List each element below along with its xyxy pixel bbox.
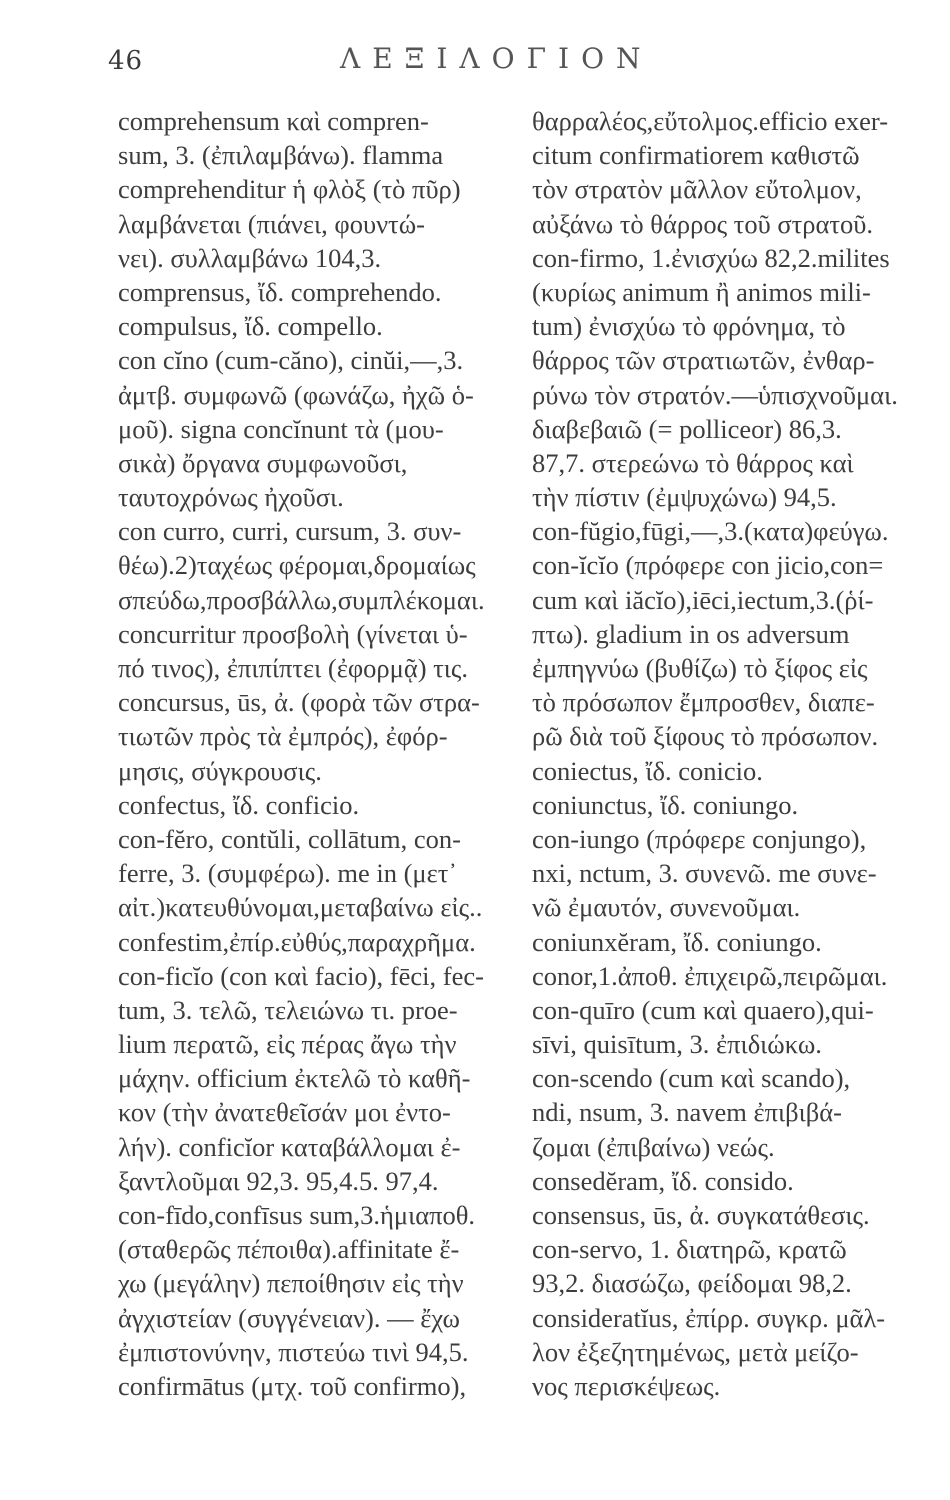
text-line: con-quīro (cum καὶ quaero),qui- <box>532 994 874 1025</box>
text-line: χω (μεγάλην) πεποίθησιν εἰς τὴν <box>118 1268 464 1299</box>
text-line: λήν). conficĭor καταβάλλομαι ἐ- <box>118 1131 461 1162</box>
text-line: θάρρος τῶν στρατιωτῶν, ἐνθαρ- <box>532 345 875 376</box>
text-line: confirmātus (μτχ. τοῦ confirmo), <box>118 1370 467 1401</box>
text-line: cum καὶ iăcĭo),iēci,iectum,3.(ῥί- <box>532 584 874 615</box>
text-line: tum) ἐνισχύω τὸ φρόνημα, τὸ <box>532 311 846 342</box>
text-line: con-iungo (πρόφερε conjungo), <box>532 823 867 854</box>
text-line: κον (τὴν ἀνατεθεῖσάν μοι ἐντο- <box>118 1097 451 1128</box>
text-line: (σταθερῶς πέποιθα).affinitate ἔ- <box>118 1234 460 1265</box>
text-line: τὴν πίστιν (ἐμψυχώνω) 94,5. <box>532 482 837 513</box>
text-line: πό τινος), ἐπιπίπτει (ἐφορμᾷ) τις. <box>118 653 469 683</box>
text-line: νει). συλλαμβάνω 104,3. <box>118 242 382 273</box>
text-line: σπεύδω,προσβάλλω,συμπλέκομαι. <box>118 584 485 615</box>
text-line: con-servo, 1. διατηρῶ, κρατῶ <box>532 1234 847 1265</box>
text-line: lium περατῶ, εἰς πέρας ἄγω τὴν <box>118 1029 457 1060</box>
text-line: λαμβάνεται (πιάνει, φουντώ- <box>118 208 425 239</box>
text-line: 93,2. διασώζω, φείδομαι 98,2. <box>532 1268 852 1299</box>
text-line: (κυρίως animum ἢ animos mili- <box>532 276 871 307</box>
text-line: νος περισκέψεως. <box>532 1370 721 1401</box>
text-line: τὸ πρόσωπον ἔμπροσθεν, διαπε- <box>532 687 875 718</box>
text-line: sīvi, quisītum, 3. ἐπιδιώκω. <box>532 1029 822 1060</box>
text-line: sum, 3. (ἐπιλαμβάνω). flamma <box>118 140 444 171</box>
text-line: concurritur προσβολὴ (γίνεται ὑ- <box>118 618 468 649</box>
right-column <box>532 104 937 1403</box>
text-line: con-fŭgio,fūgi,—,3.(κατα)φεύγω. <box>532 516 889 547</box>
text-line: μάχην. officium ἐκτελῶ τὸ καθῆ- <box>118 1063 471 1094</box>
text-line: concursus, ūs, ἀ. (φορὰ τῶν στρα- <box>118 687 480 718</box>
text-line: comprehensum καὶ compren- <box>118 106 429 136</box>
running-title: ΛΕΞΙΛΟΓΙΟΝ <box>340 42 653 75</box>
text-line: consedĕram, ἴδ. consido. <box>532 1165 794 1196</box>
text-line: comprensus, ἴδ. comprehendo. <box>118 276 442 307</box>
text-line: σικὰ) ὄργανα συμφωνοῦσι, <box>118 447 408 478</box>
text-line: con cĭno (cum-căno), cinŭi,—,3. <box>118 345 464 376</box>
text-line: ἐμπηγνύω (βυθίζω) τὸ ξίφος εἰς <box>532 653 868 683</box>
text-line: tum, 3. τελῶ, τελειώνω τι. proe- <box>118 994 458 1025</box>
text-line: coniectus, ἴδ. conicio. <box>532 755 763 786</box>
text-line: con-fĕro, contŭli, collātum, con- <box>118 823 461 854</box>
text-line: ἀγχιστείαν (συγγένειαν). — ἔχω <box>118 1302 461 1333</box>
text-line: ζομαι (ἐπιβαίνω) νεώς. <box>532 1131 775 1162</box>
text-line: conor,1.ἀποθ. ἐπιχειρῶ,πειρῶμαι. <box>532 960 888 991</box>
text-line: con-ficĭo (con καὶ facio), fēci, fec- <box>118 960 484 991</box>
text-line: ἐμπιστονύνην, πιστεύω τινὶ 94,5. <box>118 1336 469 1367</box>
text-line: νῶ ἐμαυτόν, συνενοῦμαι. <box>532 892 801 923</box>
text-line: αἰτ.)κατευθύνομαι,μεταβαίνω εἰς.. <box>118 892 483 923</box>
text-line: coniunctus, ἴδ. coniungo. <box>532 789 799 820</box>
text-line: comprehenditur ἡ φλὸξ (τὸ πῦρ) <box>118 174 461 205</box>
text-line: confectus, ἴδ. conficio. <box>118 789 360 820</box>
text-line: τὸν στρατὸν μᾶλλον εὔτολμον, <box>532 174 862 205</box>
text-line: con-fīdo,confīsus sum,3.ἡμιαποθ. <box>118 1200 476 1230</box>
text-line: ρῶ διὰ τοῦ ξίφους τὸ πρόσωπον. <box>532 721 879 752</box>
text-line: con-ĭcĭo (πρόφερε con jicio,con= <box>532 550 884 581</box>
text-line: coniunxĕram, ἴδ. coniungo. <box>532 926 822 957</box>
text-line: λον ἐξεζητημένως, μετὰ μείζο- <box>532 1336 859 1367</box>
text-line: μοῦ). signa concĭnunt τὰ (μου- <box>118 413 444 444</box>
text-line: con-firmo, 1.ἐνισχύω 82,2.milites <box>532 242 890 273</box>
left-column <box>118 104 528 1403</box>
text-line: ndi, nsum, 3. navem ἐπιβιβά- <box>532 1097 842 1128</box>
text-line: θαρραλέος,εὔτολμος.efficio exer- <box>532 106 889 136</box>
text-line: πτω). gladium in os adversum <box>532 618 850 649</box>
text-line: τιωτῶν πρὸς τὰ ἐμπρός), ἐφόρ- <box>118 721 448 752</box>
text-line: ἀμτβ. συμφωνῶ (φωνάζω, ἠχῶ ὁ- <box>118 379 474 410</box>
text-line: ρύνω τὸν στρατόν.—ὑπισχνοῦμαι. <box>532 379 898 410</box>
text-line: ξαντλοῦμαι 92,3. 95,4.5. 97,4. <box>118 1165 439 1196</box>
text-line: αὐξάνω τὸ θάρρος τοῦ στρατοῦ. <box>532 208 874 239</box>
text-line: ταυτοχρόνως ἠχοῦσι. <box>118 482 344 513</box>
text-line: compulsus, ἴδ. compello. <box>118 311 383 342</box>
text-line: μησις, σύγκρουσις. <box>118 755 322 786</box>
text-line: con curro, curri, cursum, 3. συν- <box>118 516 462 547</box>
text-line: 87,7. στερεώνω τὸ θάρρος καὶ <box>532 447 854 478</box>
text-line: διαβεβαιῶ (= polliceor) 86,3. <box>532 413 842 444</box>
text-line: confestim,ἐπίρ.εὐθύς,παραχρῆμα. <box>118 926 476 957</box>
text-line: con-scendo (cum καὶ scando), <box>532 1063 851 1094</box>
text-line: citum confirmatiorem καθιστῶ <box>532 140 860 171</box>
text-line: nxi, nctum, 3. συνενῶ. me συνε- <box>532 858 877 889</box>
page-number: 46 <box>108 46 144 76</box>
text-line: consensus, ūs, ἀ. συγκατάθεσις. <box>532 1200 870 1230</box>
text-line: θέω).2)ταχέως φέρομαι,δρομαίως <box>118 550 476 581</box>
text-line: ferre, 3. (συμφέρω). me in (μετ᾽ <box>118 858 458 889</box>
text-line: consideratĭus, ἐπίρρ. συγκρ. μᾶλ- <box>532 1302 886 1333</box>
